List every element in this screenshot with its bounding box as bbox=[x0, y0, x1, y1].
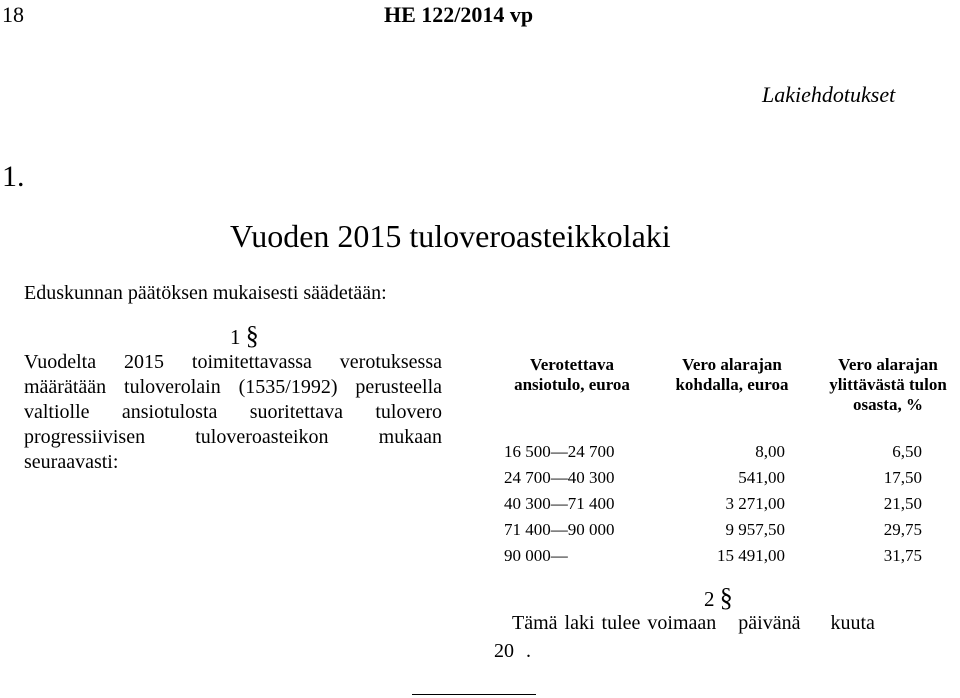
table-cell-rate: 29,75 bbox=[883, 520, 922, 539]
entry-into-force-year bbox=[494, 640, 531, 663]
table-cell-tax: 541,00 bbox=[738, 468, 785, 487]
table-cell-rate: 21,50 bbox=[883, 494, 922, 513]
section-symbol: § bbox=[719, 583, 733, 612]
year-prefix: 20 bbox=[494, 640, 514, 662]
table-cell-income: 90 000— bbox=[504, 546, 568, 565]
entry-text-part3: kuuta bbox=[830, 612, 875, 634]
section-symbol: § bbox=[245, 321, 259, 350]
table-cell-rate: 6,50 bbox=[892, 442, 922, 461]
section-1-heading bbox=[230, 323, 259, 350]
closing-rule bbox=[412, 694, 536, 695]
entry-text-part1: Tämä laki tulee voimaan bbox=[512, 612, 717, 634]
section-1-text: Vuodelta 2015 toimitettavassa verotuksessa määrätään tuloverolain (1535/1992) perusteella valtiolle ansiotulosta suoritettava tulovero progressiivisen tuloveroasteikon mukaan seuraavasti: bbox=[24, 351, 442, 473]
enacting-clause: Eduskunnan päätöksen mukaisesti säädetään: bbox=[24, 282, 387, 304]
table-cell-income: 71 400—90 000 bbox=[504, 520, 615, 539]
law-number: 1. bbox=[2, 160, 25, 193]
table-cell-tax: 8,00 bbox=[755, 442, 785, 461]
table-header-tax-at-lower-limit: Vero alarajan kohdalla, euroa bbox=[675, 355, 789, 394]
entry-text-part2: päivänä bbox=[738, 612, 801, 634]
document-id: HE 122/2014 vp bbox=[384, 2, 534, 27]
table-header-marginal-rate: Vero alarajan ylittävästä tulon osasta, % bbox=[829, 355, 947, 414]
table-cell-income: 40 300—71 400 bbox=[504, 494, 615, 513]
law-title: Vuoden 2015 tuloveroasteikkolaki bbox=[230, 218, 671, 254]
table-cell-tax: 9 957,50 bbox=[725, 520, 785, 539]
table-cell-income: 24 700—40 300 bbox=[504, 468, 615, 487]
section-title: Lakiehdotukset bbox=[762, 82, 896, 107]
section-2-number: 2 bbox=[704, 587, 715, 611]
table-cell-tax: 15 491,00 bbox=[717, 546, 785, 565]
section-2-heading bbox=[704, 585, 733, 612]
table-cell-income: 16 500—24 700 bbox=[504, 442, 615, 461]
table-cell-rate: 31,75 bbox=[883, 546, 922, 565]
entry-into-force-text bbox=[512, 612, 875, 635]
table-cell-rate: 17,50 bbox=[883, 468, 922, 487]
page-number: 18 bbox=[2, 2, 24, 27]
table-cell-tax: 3 271,00 bbox=[725, 494, 785, 513]
table-header-income: Verotettava ansiotulo, euroa bbox=[514, 355, 630, 394]
section-1-number: 1 bbox=[230, 325, 241, 349]
year-suffix: . bbox=[526, 640, 531, 662]
